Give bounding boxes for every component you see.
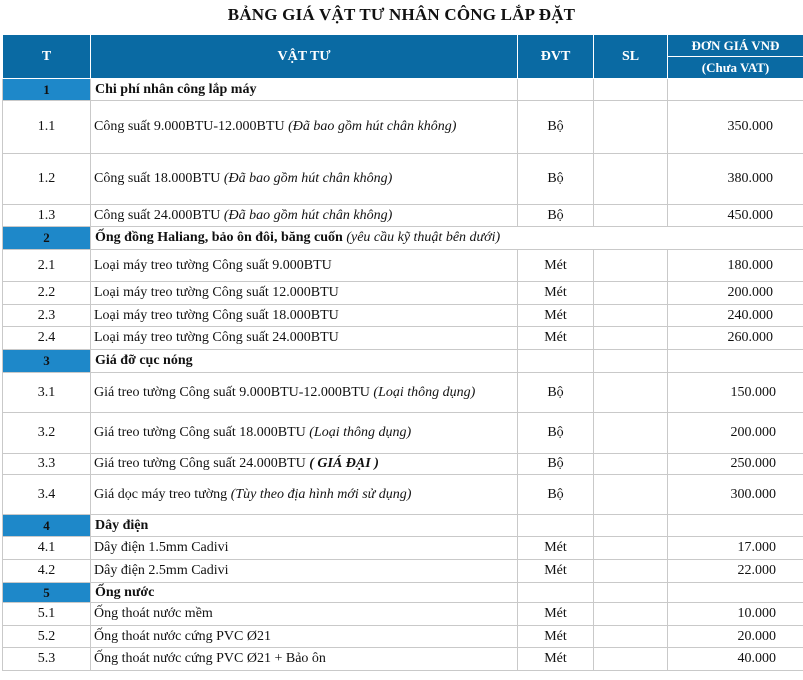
item-unit: Mét <box>518 327 594 350</box>
section-number: 5 <box>3 583 91 603</box>
section-number: 4 <box>3 515 91 537</box>
item-quantity <box>594 305 668 327</box>
item-quantity <box>594 626 668 648</box>
item-unit: Mét <box>518 537 594 560</box>
section-number: 1 <box>3 79 91 101</box>
item-number: 4.2 <box>3 560 91 583</box>
section-title-text: Giá đỡ cục nóng <box>95 353 193 368</box>
section-row <box>3 227 803 250</box>
item-note: (Loại thông dụng) <box>373 384 476 400</box>
item-name: Ống thoát nước cứng PVC Ø21 + Bảo ôn <box>94 651 326 666</box>
item-price: 380.000 <box>668 154 803 205</box>
item-name-cell <box>91 250 518 282</box>
item-quantity <box>594 373 668 413</box>
item-name: Công suất 9.000BTU-12.000BTU <box>94 119 285 134</box>
section-empty-cell <box>668 350 803 373</box>
header-vat: (Chưa VAT) <box>668 57 803 79</box>
item-note: (Loại thông dụng) <box>309 425 412 440</box>
item-number: 5.3 <box>3 648 91 671</box>
table-row <box>3 250 803 282</box>
table-header <box>3 35 803 79</box>
item-name-cell <box>91 413 518 454</box>
item-unit: Mét <box>518 282 594 305</box>
item-name: Loại máy treo tường Công suất 9.000BTU <box>94 257 332 273</box>
item-name-cell <box>91 560 518 583</box>
section-empty-cell <box>668 583 803 603</box>
item-quantity <box>594 205 668 227</box>
item-number: 2.4 <box>3 327 91 350</box>
item-number: 2.2 <box>3 282 91 305</box>
section-title <box>91 583 518 603</box>
item-note: (Đã bao gồm hút chân không) <box>223 171 393 186</box>
section-title <box>91 227 803 250</box>
item-unit: Bộ <box>518 454 594 475</box>
item-name: Dây điện 1.5mm Cadivi <box>94 540 229 555</box>
table-row <box>3 282 803 305</box>
item-name: Giá treo tường Công suất 18.000BTU <box>94 425 306 440</box>
item-name-cell <box>91 305 518 327</box>
item-name: Giá dọc máy treo tường <box>94 486 228 502</box>
item-number: 3.4 <box>3 475 91 515</box>
item-unit: Mét <box>518 250 594 282</box>
item-number: 2.1 <box>3 250 91 282</box>
item-name: Công suất 18.000BTU <box>94 171 221 186</box>
section-empty-cell <box>518 79 594 101</box>
item-quantity <box>594 560 668 583</box>
section-empty-cell <box>518 515 594 537</box>
item-quantity <box>594 282 668 305</box>
item-price: 20.000 <box>668 626 803 648</box>
item-quantity <box>594 327 668 350</box>
table-row <box>3 626 803 648</box>
table-row <box>3 154 803 205</box>
item-name-cell <box>91 603 518 626</box>
section-empty-cell <box>594 79 668 101</box>
item-number: 4.1 <box>3 537 91 560</box>
item-number: 5.1 <box>3 603 91 626</box>
item-name: Ống thoát nước cứng PVC Ø21 <box>94 628 271 644</box>
item-unit: Bộ <box>518 101 594 154</box>
item-name-cell <box>91 373 518 413</box>
item-emphasis: ( GIÁ ĐẠI ) <box>309 456 379 471</box>
item-name-cell <box>91 537 518 560</box>
page-title: BẢNG GIÁ VẬT TƯ NHÂN CÔNG LẮP ĐẶT <box>227 5 576 24</box>
section-row <box>3 350 803 373</box>
item-name-cell <box>91 648 518 671</box>
item-price: 200.000 <box>668 413 803 454</box>
item-note: (Đã bao gồm hút chân không) <box>288 119 457 134</box>
table-row <box>3 305 803 327</box>
item-price: 200.000 <box>668 282 803 305</box>
item-number: 3.3 <box>3 454 91 475</box>
table-row <box>3 327 803 350</box>
item-price: 150.000 <box>668 373 803 413</box>
item-price: 350.000 <box>668 101 803 154</box>
item-unit: Mét <box>518 626 594 648</box>
table-row <box>3 101 803 154</box>
table-row <box>3 413 803 454</box>
item-name-cell <box>91 205 518 227</box>
section-empty-cell <box>518 583 594 603</box>
item-number: 2.3 <box>3 305 91 327</box>
item-number: 1.1 <box>3 101 91 154</box>
header-vat-tu: VẬT TƯ <box>91 35 518 79</box>
item-unit: Mét <box>518 603 594 626</box>
item-quantity <box>594 154 668 205</box>
item-name-cell <box>91 626 518 648</box>
item-quantity <box>594 537 668 560</box>
item-quantity <box>594 413 668 454</box>
item-quantity <box>594 603 668 626</box>
section-empty-cell <box>594 350 668 373</box>
section-row <box>3 583 803 603</box>
item-unit: Bộ <box>518 373 594 413</box>
item-price: 17.000 <box>668 537 803 560</box>
item-unit: Mét <box>518 560 594 583</box>
item-number: 3.1 <box>3 373 91 413</box>
item-unit: Mét <box>518 305 594 327</box>
item-price: 450.000 <box>668 205 803 227</box>
item-price: 250.000 <box>668 454 803 475</box>
item-note: (Đã bao gồm hút chân không) <box>223 207 393 223</box>
item-quantity <box>594 475 668 515</box>
section-title <box>91 350 518 373</box>
section-empty-cell <box>668 79 803 101</box>
item-number: 3.2 <box>3 413 91 454</box>
item-quantity <box>594 250 668 282</box>
table-row <box>3 537 803 560</box>
section-number: 3 <box>3 350 91 373</box>
section-number: 2 <box>3 227 91 250</box>
item-name: Giá treo tường Công suất 24.000BTU <box>94 456 306 471</box>
item-name: Dây điện 2.5mm Cadivi <box>94 563 229 578</box>
item-price: 10.000 <box>668 603 803 626</box>
section-empty-cell <box>594 583 668 603</box>
item-number: 5.2 <box>3 626 91 648</box>
table-row <box>3 603 803 626</box>
item-unit: Mét <box>518 648 594 671</box>
item-name: Loại máy treo tường Công suất 24.000BTU <box>94 330 339 345</box>
section-note: (yêu cầu kỹ thuật bên dưới) <box>346 230 501 245</box>
item-price: 300.000 <box>668 475 803 515</box>
header-don-gia: ĐƠN GIÁ VNĐ <box>668 35 803 57</box>
item-price: 260.000 <box>668 327 803 350</box>
item-note: (Tùy theo địa hình mới sử dụng) <box>230 486 412 502</box>
item-name: Loại máy treo tường Công suất 18.000BTU <box>94 307 339 323</box>
section-title-text: Chi phí nhân công lắp máy <box>95 81 257 97</box>
item-unit: Bộ <box>518 154 594 205</box>
item-quantity <box>594 648 668 671</box>
table-body <box>3 79 803 671</box>
item-name-cell <box>91 154 518 205</box>
item-price: 40.000 <box>668 648 803 671</box>
table-row <box>3 475 803 515</box>
item-name-cell <box>91 327 518 350</box>
table-row <box>3 560 803 583</box>
item-quantity <box>594 101 668 154</box>
item-name: Công suất 24.000BTU <box>94 207 221 223</box>
item-name: Ống thoát nước mềm <box>94 606 213 621</box>
table-row <box>3 454 803 475</box>
item-name-cell <box>91 454 518 475</box>
section-title-text: Dây điện <box>95 517 149 533</box>
item-unit: Bộ <box>518 475 594 515</box>
item-quantity <box>594 454 668 475</box>
header-dvt: ĐVT <box>518 35 594 79</box>
item-name: Loại máy treo tường Công suất 12.000BTU <box>94 285 339 300</box>
item-name: Giá treo tường Công suất 9.000BTU-12.000BTU <box>94 384 370 400</box>
section-empty-cell <box>518 350 594 373</box>
item-name-cell <box>91 101 518 154</box>
section-row <box>3 515 803 537</box>
item-unit: Bộ <box>518 413 594 454</box>
item-price: 22.000 <box>668 560 803 583</box>
table-row <box>3 648 803 671</box>
item-number: 1.3 <box>3 205 91 227</box>
section-title <box>91 79 518 101</box>
section-empty-cell <box>594 515 668 537</box>
item-number: 1.2 <box>3 154 91 205</box>
item-price: 180.000 <box>668 250 803 282</box>
section-row <box>3 79 803 101</box>
section-title-text: Ống đồng Haliang, bảo ôn đôi, băng cuốn <box>95 230 343 245</box>
header-t: T <box>3 35 91 79</box>
item-name-cell <box>91 475 518 515</box>
table-row <box>3 205 803 227</box>
section-title-text: Ống nước <box>95 584 155 600</box>
header-sl: SL <box>594 35 668 79</box>
section-empty-cell <box>668 515 803 537</box>
item-name-cell <box>91 282 518 305</box>
price-table <box>2 34 803 671</box>
section-title <box>91 515 518 537</box>
table-row <box>3 373 803 413</box>
item-price: 240.000 <box>668 305 803 327</box>
item-unit: Bộ <box>518 205 594 227</box>
